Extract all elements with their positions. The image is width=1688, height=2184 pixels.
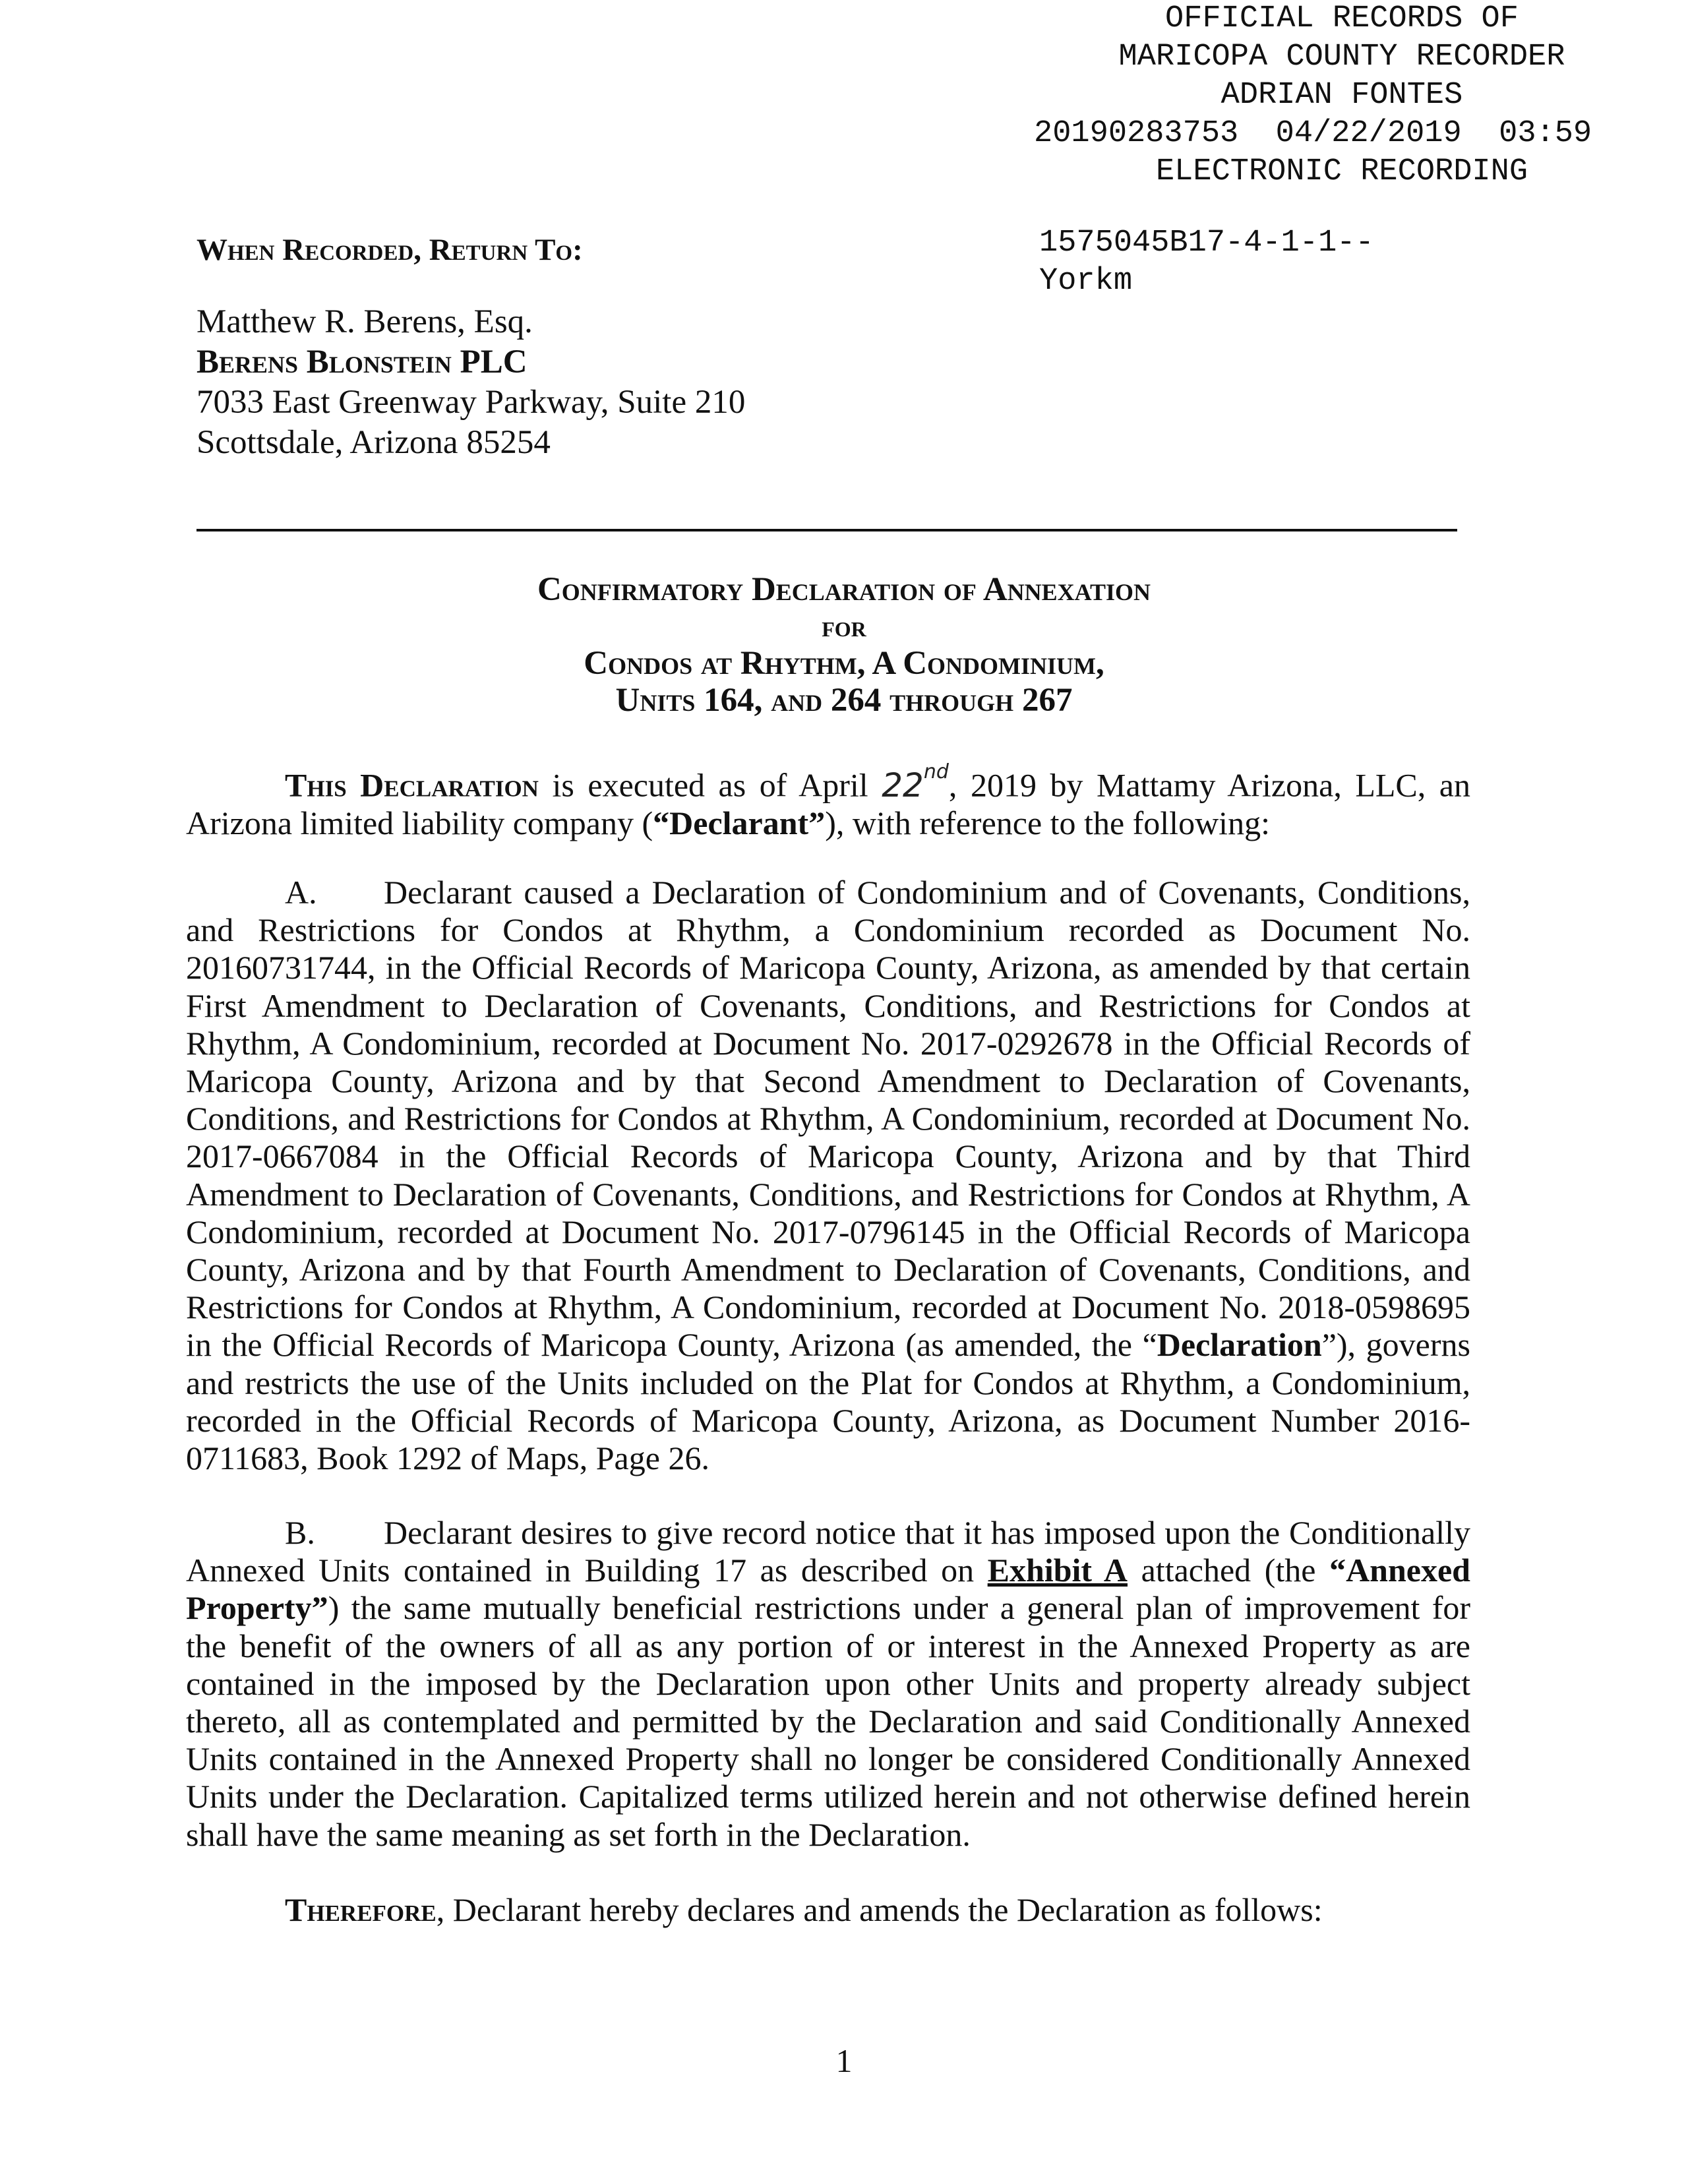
code-line-1: 1575045B17-4-1-1-- bbox=[1039, 226, 1374, 260]
title-line-4 bbox=[0, 682, 1688, 719]
therefore-text: , Declarant hereby declares and amends the Declaration as follows: bbox=[436, 1891, 1323, 1928]
stamp-line-5: ELECTRONIC RECORDING bbox=[1155, 154, 1528, 189]
stamp-line-2: MARICOPA COUNTY RECORDER bbox=[1118, 40, 1565, 75]
return-street: 7033 East Greenway Parkway, Suite 210 bbox=[196, 384, 746, 421]
return-address bbox=[196, 302, 745, 463]
recorder-stamp bbox=[1029, 0, 1655, 191]
title-line-2: for bbox=[822, 610, 866, 643]
intro-lead: This Declaration bbox=[285, 766, 539, 804]
intro-text-1: is executed as of April bbox=[538, 766, 882, 804]
exhibit-a-reference: Exhibit A bbox=[987, 1552, 1128, 1589]
intro-text-2: , 2019 by Mattamy Arizona, LLC, an Arizona limited liability company ( bbox=[186, 766, 1471, 841]
separator-rule bbox=[196, 529, 1457, 531]
return-name: Matthew R. Berens, Esq. bbox=[196, 303, 533, 340]
declarant-term: “Declarant” bbox=[653, 804, 826, 841]
title-line-4-e: through bbox=[881, 682, 1022, 719]
recital-b-text-2: attached (the bbox=[1128, 1552, 1330, 1589]
stamp-line-4: 20190283753 04/22/2019 03:59 bbox=[1034, 116, 1592, 151]
recital-a-text-1: Declarant caused a Declaration of Condominium and of Covenants, Conditions, and Restrictions for Condos at Rhythm, a Condominium recorded as Document No. 20160731744, in the Official Records of Maricopa County, Arizona, as amended by that certain First Amendment to Declaration of Covenants, Conditions, and Restrictions for Condos at Rhythm, A Condominium, recorded at Document No. 2017-0292678 in the Official Records of Maricopa County, Arizona and by that Second Amendment to Declaration of Covenants, Conditions, and Restrictions for Condos at Rhythm, A Condominium, recorded at Document No. 2017-0667084 in the Official Records of Maricopa County, Arizona and by that Third Amendment to Declaration of Covenants, Conditions, and Restrictions for Condos at Rhythm, A Condominium, recorded at Document No. 2017-0796145 in the Official Records of Maricopa County, Arizona and by that Fourth Amendment to Declaration of Covenants, Conditions, and Restrictions for Condos at Rhythm, A Condominium, recorded at Document No. 2018-0598695 in the Official Records of Maricopa County, Arizona (as amended, the “ bbox=[186, 874, 1470, 1364]
recital-b-text-1: Declarant desires to give record notice that it has imposed upon the Conditionally Annexed Units contained in Building 17 as described on bbox=[186, 1514, 1470, 1589]
title-line-4-c: , and bbox=[754, 682, 831, 719]
title-unit-264: 264 bbox=[830, 682, 882, 719]
stamp-line-1: OFFICIAL RECORDS OF bbox=[1165, 1, 1519, 36]
recording-code bbox=[1039, 224, 1374, 301]
annexed-property-term: “Annexed Property” bbox=[186, 1552, 1470, 1627]
stamp-line-3: ADRIAN FONTES bbox=[1221, 78, 1463, 113]
document-title bbox=[0, 571, 1688, 719]
title-line-1: Confirmatory Declaration of Annexation bbox=[537, 571, 1151, 608]
intro-text-3: ), with reference to the following: bbox=[825, 804, 1270, 841]
declaration-term: Declaration bbox=[1157, 1326, 1322, 1364]
title-unit-267: 267 bbox=[1021, 682, 1073, 719]
recital-a bbox=[186, 874, 1470, 1477]
page-number: 1 bbox=[835, 2042, 853, 2079]
code-line-2: Yorkm bbox=[1039, 264, 1133, 299]
recital-a-marker: A. bbox=[285, 874, 317, 911]
recital-a-text-2: ”), governs and restricts the use of the Units included on the Plat for Condos at Rhythm, a Condominium, recorded in the Official Records of Maricopa County, Arizona, as Document Number 2016-0711683, Book 1292 of Maps, Page 26. bbox=[186, 1326, 1470, 1477]
handwritten-day: 22 bbox=[882, 766, 924, 804]
return-to-heading: When Recorded, Return To: bbox=[196, 233, 583, 267]
title-line-3: Condos at Rhythm, A Condominium, bbox=[584, 645, 1104, 682]
intro-paragraph bbox=[186, 760, 1470, 842]
recital-b bbox=[186, 1514, 1470, 1854]
handwritten-date bbox=[882, 760, 949, 804]
return-city: Scottsdale, Arizona 85254 bbox=[196, 424, 551, 461]
return-firm: Berens Blonstein PLC bbox=[196, 344, 528, 380]
recital-b-marker: B. bbox=[285, 1514, 315, 1551]
therefore-lead: Therefore bbox=[285, 1891, 437, 1928]
therefore-paragraph bbox=[186, 1891, 1470, 1929]
title-line-4-a: Units bbox=[615, 682, 704, 719]
title-unit-164: 164 bbox=[704, 682, 754, 719]
recital-b-text-3: ) the same mutually beneficial restrictions under a general plan of improvement for the benefit of the owners of all as any portion of or interest in the Annexed Property as are contained in the imposed by the Declaration upon other Units and property already subject thereto, all as contemplated and permitted by the Declaration and said Conditionally Annexed Units contained in the Annexed Property shall no longer be considered Conditionally Annexed Units under the Declaration. Capitalized terms utilized herein and not otherwise defined herein shall have the same meaning as set forth in the Declaration. bbox=[186, 1589, 1470, 1853]
handwritten-suffix: nd bbox=[923, 760, 949, 783]
